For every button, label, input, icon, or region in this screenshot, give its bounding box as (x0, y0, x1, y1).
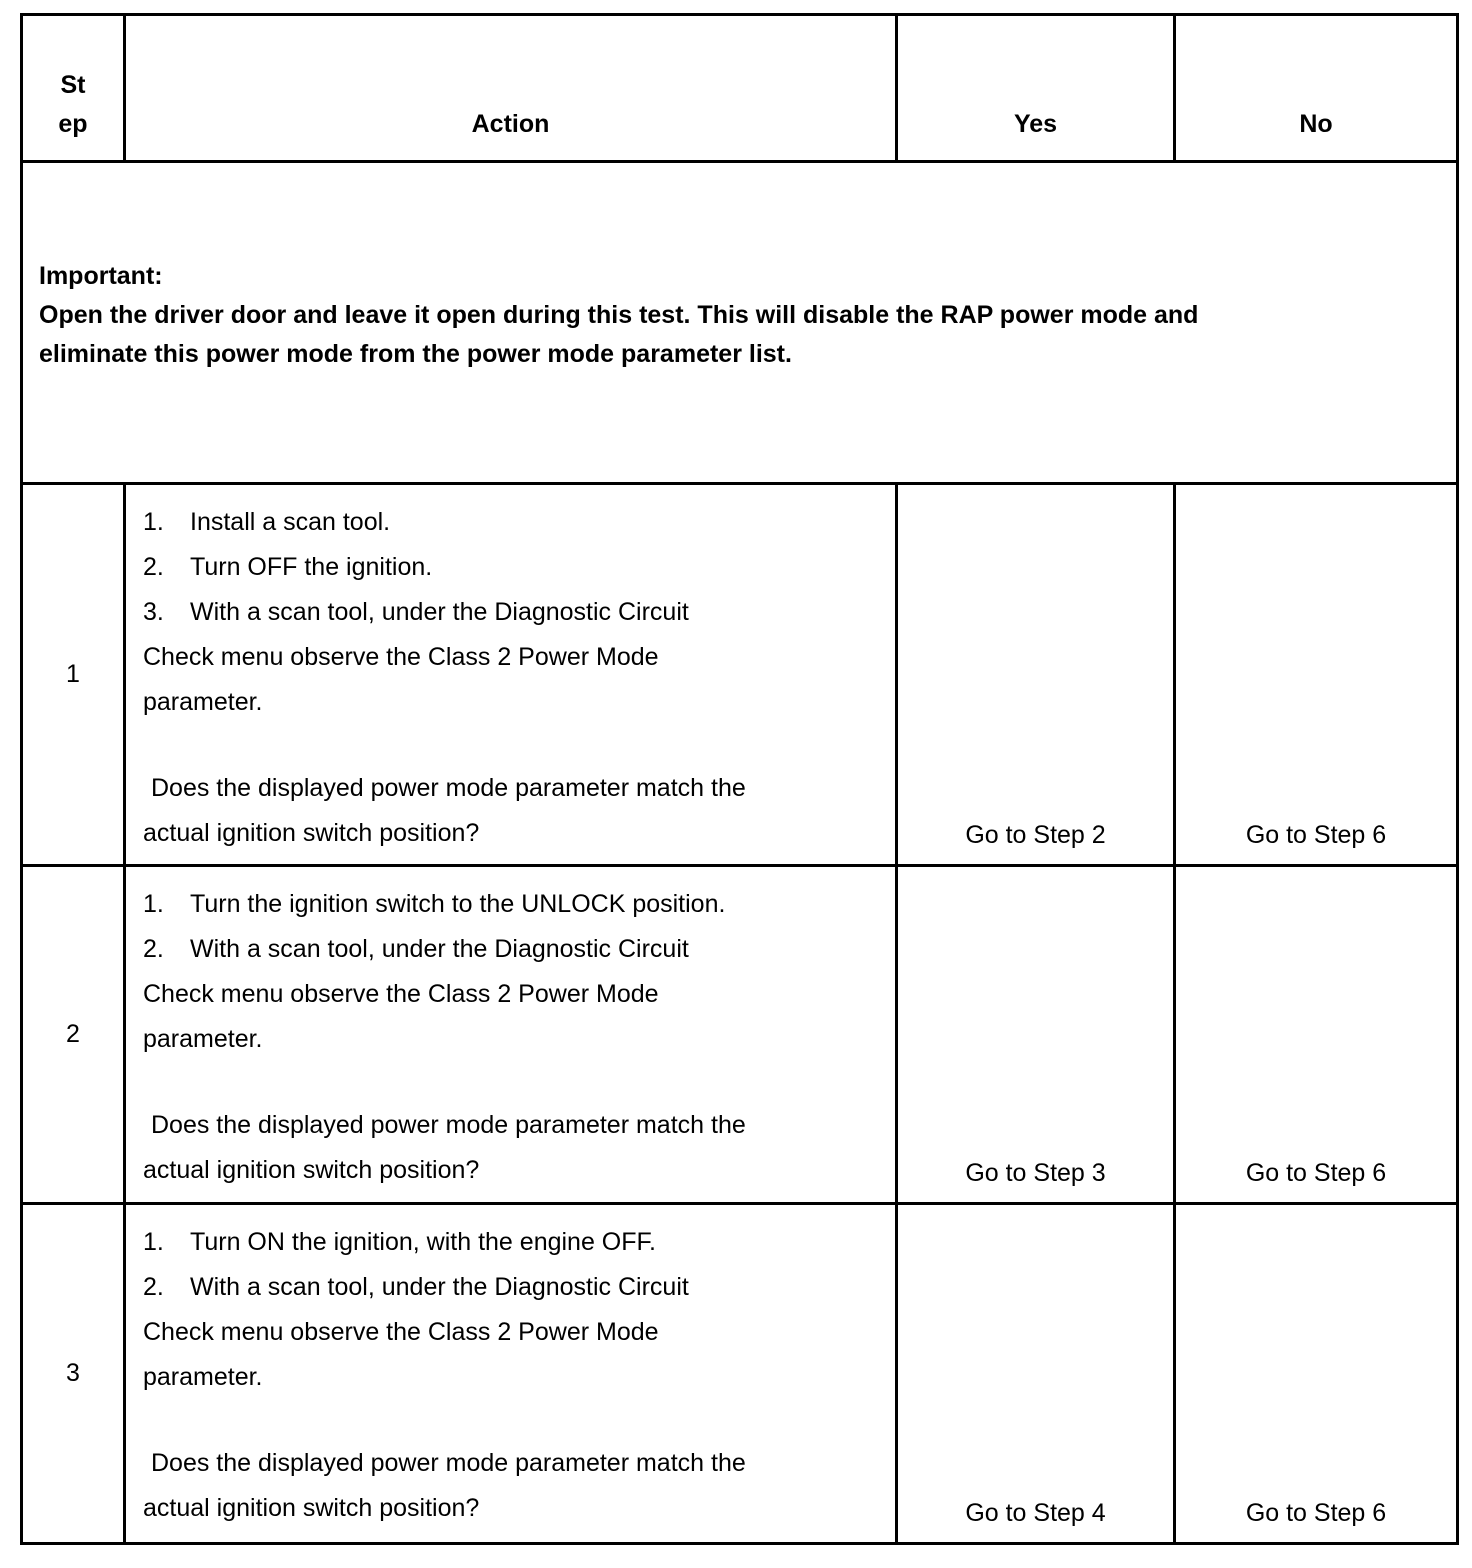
header-action: Action (125, 15, 897, 162)
action-item: 3. With a scan tool, under the Diagnostic Circuit (143, 598, 689, 626)
action-list (143, 1220, 885, 1310)
header-yes: Yes (897, 15, 1175, 162)
yes-result: Go to Step 2 (897, 484, 1175, 866)
diagnostic-table (20, 13, 1459, 1545)
header-step (22, 15, 125, 162)
action-list (143, 882, 885, 972)
action-continuation: parameter. (143, 1025, 263, 1053)
no-result: Go to Step 6 (1175, 866, 1458, 1204)
action-question: Does the displayed power mode parameter match the actual ignition switch position? (143, 1449, 746, 1522)
action-continuation: Check menu observe the Class 2 Power Mode (143, 1318, 659, 1346)
action-continuation: Check menu observe the Class 2 Power Mode (143, 980, 659, 1008)
action-item: 2. With a scan tool, under the Diagnostic Circuit (143, 935, 689, 963)
header-step-line1: St (60, 71, 86, 99)
important-label: Important: (39, 262, 163, 290)
action-question: Does the displayed power mode parameter match the actual ignition switch position? (143, 774, 746, 847)
header-step-line2: ep (58, 110, 88, 138)
header-no: No (1175, 15, 1458, 162)
action-item: 1. Turn ON the ignition, with the engine OFF. (143, 1228, 656, 1256)
important-text-line1: Open the driver door and leave it open during this test. This will disable the RAP power mode and (39, 301, 1199, 329)
step-row (22, 484, 1458, 866)
important-note (22, 162, 1458, 484)
header-row (22, 15, 1458, 162)
no-result: Go to Step 6 (1175, 484, 1458, 866)
yes-result: Go to Step 3 (897, 866, 1175, 1204)
action-item: 2. With a scan tool, under the Diagnostic Circuit (143, 1273, 689, 1301)
important-note-row (22, 162, 1458, 484)
yes-result: Go to Step 4 (897, 1204, 1175, 1544)
action-list (143, 500, 885, 635)
step-number: 1 (22, 484, 125, 866)
action-cell (125, 484, 897, 866)
step-row (22, 866, 1458, 1204)
important-text-line2: eliminate this power mode from the power mode parameter list. (39, 340, 792, 368)
action-item: 1. Install a scan tool. (143, 508, 391, 536)
action-cell (125, 866, 897, 1204)
action-continuation: Check menu observe the Class 2 Power Mode (143, 643, 659, 671)
action-item: 1. Turn the ignition switch to the UNLOCK position. (143, 890, 726, 918)
step-row (22, 1204, 1458, 1544)
no-result: Go to Step 6 (1175, 1204, 1458, 1544)
action-item: 2. Turn OFF the ignition. (143, 553, 433, 581)
action-cell (125, 1204, 897, 1544)
action-continuation: parameter. (143, 688, 263, 716)
action-question: Does the displayed power mode parameter match the actual ignition switch position? (143, 1111, 746, 1184)
action-continuation: parameter. (143, 1363, 263, 1391)
step-number: 2 (22, 866, 125, 1204)
step-number: 3 (22, 1204, 125, 1544)
